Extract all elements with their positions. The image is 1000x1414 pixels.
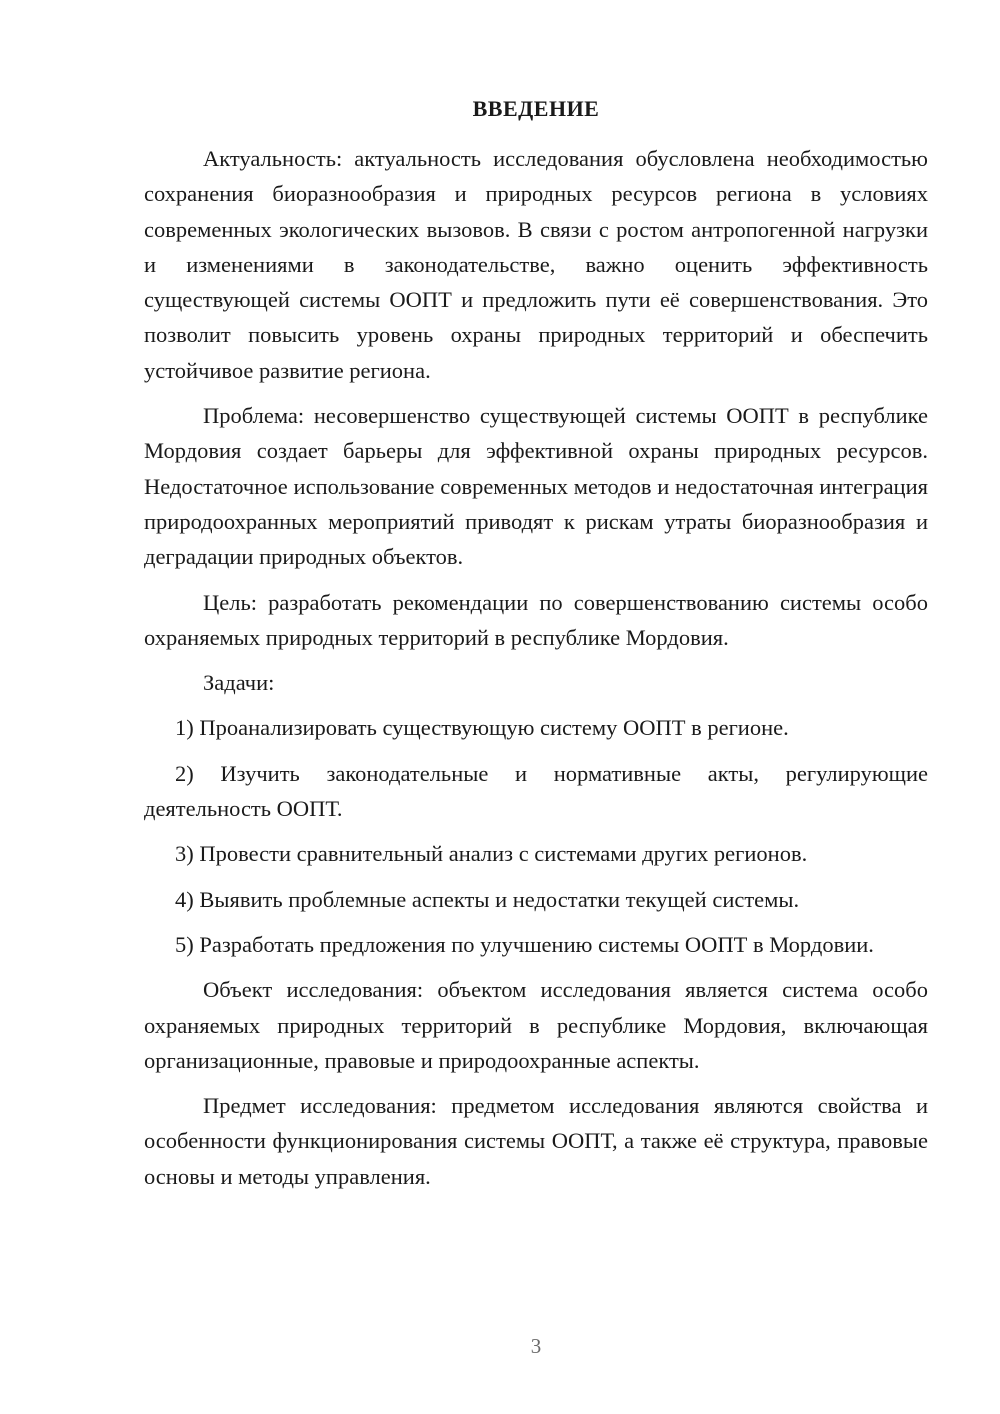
task-item-1: 1) Проанализировать существующую систему ООПТ в регионе. bbox=[175, 715, 789, 741]
object-paragraph: Объект исследования: объектом исследования является система особо охраняемых природных территорий в республике Мордовия, включающая организационные, правовые и природоохранные аспекты. bbox=[144, 977, 928, 1073]
subject-paragraph: Предмет исследования: предметом исследования являются свойства и особенности функционирования системы ООПТ, а также её структура, правовые основы и методы управления. bbox=[144, 1093, 928, 1189]
relevance-paragraph: Актуальность: актуальность исследования обусловлена необходимостью сохранения биоразнообразия и природных ресурсов региона в условиях современных экологических вызовов. В связи с ростом антропогенной нагрузки и изменениями в законодательстве, важно оценить эффективность существующей системы ООПТ и предложить пути её совершенствования. Это позволит повысить уровень охраны природных территорий и обеспечить устойчивое развитие региона. bbox=[144, 146, 928, 383]
page-number: 3 bbox=[530, 1334, 542, 1358]
document-body bbox=[144, 141, 928, 1194]
task-item-5: 5) Разработать предложения по улучшению системы ООПТ в Мордовии. bbox=[175, 931, 874, 957]
problem-paragraph: Проблема: несовершенство существующей системы ООПТ в республике Мордовия создает барьеры для эффективной охраны природных ресурсов. Недостаточное использование современных методов и недостаточная интеграция природоохранных мероприятий приводят к рискам утраты биоразнообразия и деградации природных объектов. bbox=[144, 403, 928, 570]
task-item-3: 3) Провести сравнительный анализ с системами других регионов. bbox=[175, 841, 808, 867]
task-item-2: 2) Изучить законодательные и нормативные акты, регулирующие деятельность ООПТ. bbox=[144, 760, 928, 822]
section-heading: ВВЕДЕНИЕ bbox=[472, 96, 600, 121]
goal-paragraph: Цель: разработать рекомендации по совершенствованию системы особо охраняемых природных территорий в республике Мордовия. bbox=[144, 589, 928, 650]
tasks-label: Задачи: bbox=[203, 670, 275, 696]
task-item-4: 4) Выявить проблемные аспекты и недостатки текущей системы. bbox=[175, 886, 800, 912]
